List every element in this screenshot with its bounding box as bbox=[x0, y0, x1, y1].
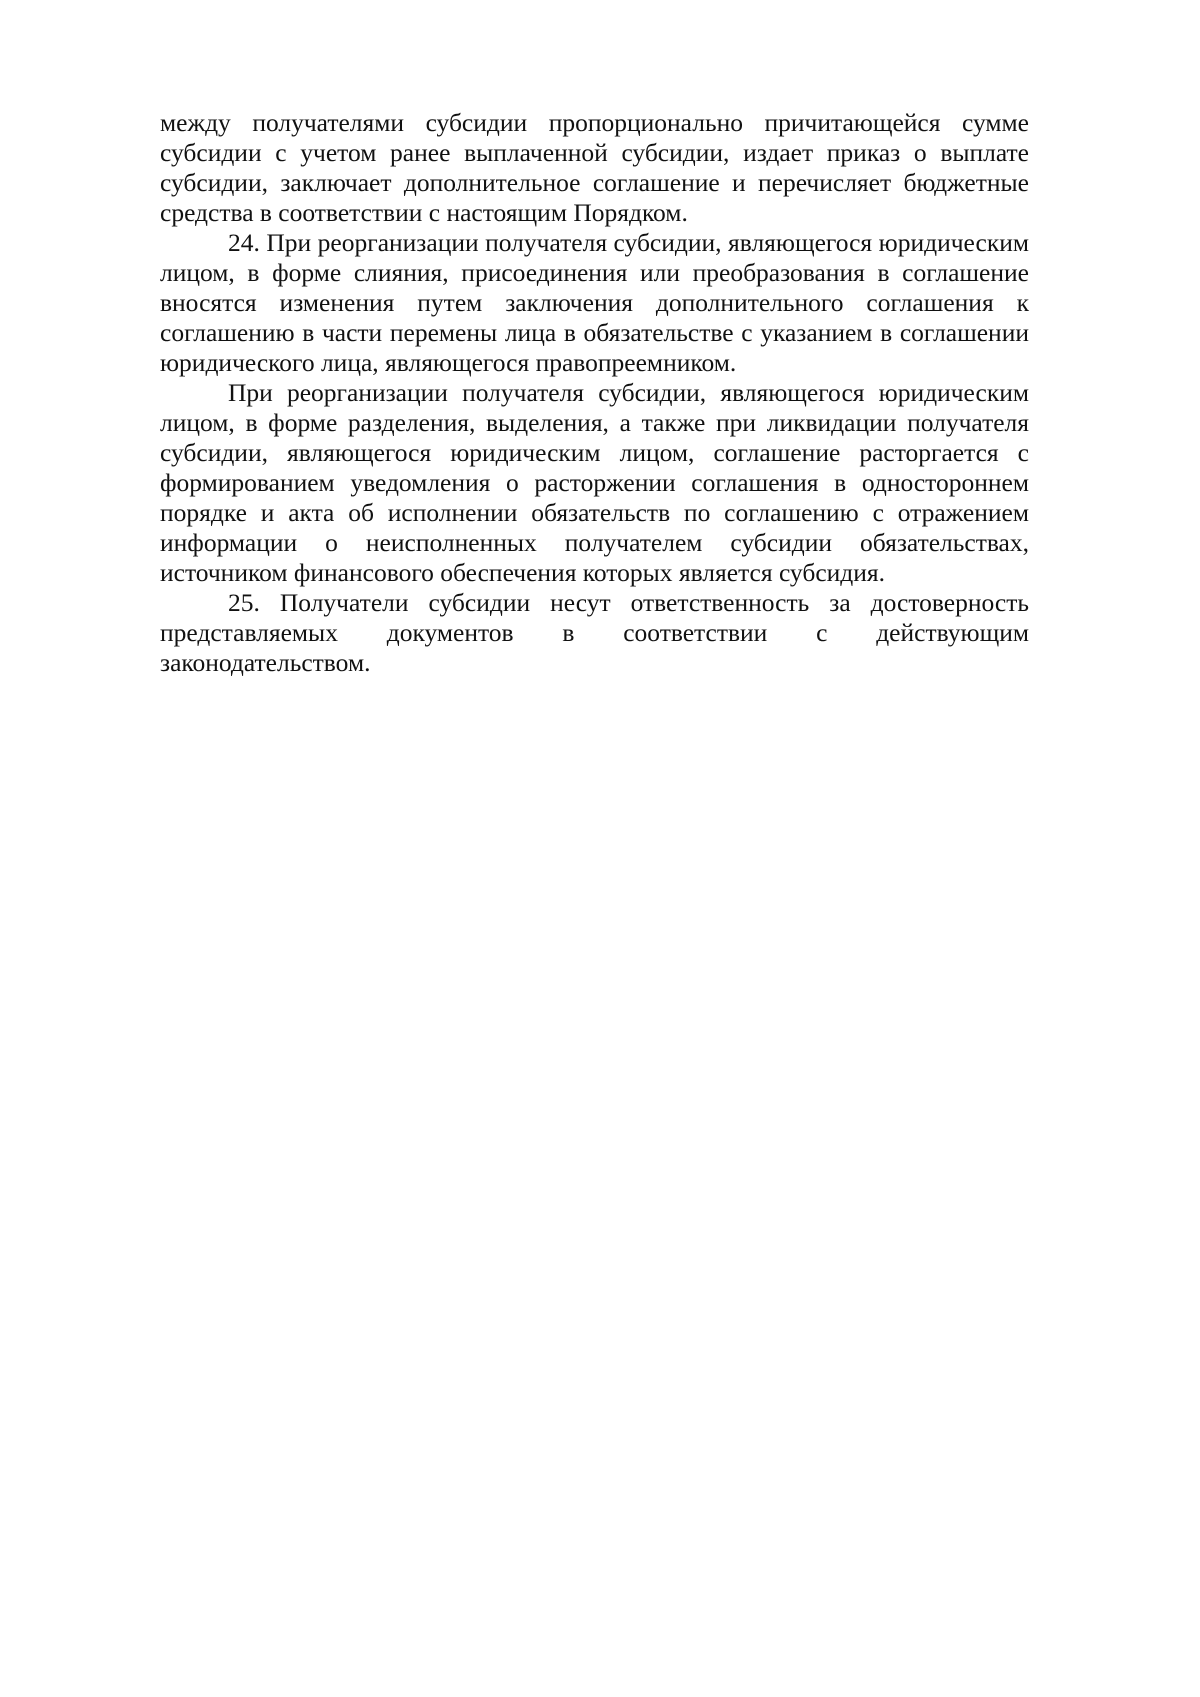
paragraph-24-reorganization-division: При реорганизации получателя субсидии, являющегося юридическим лицом, в форме разделения, выделения, а также при ликвидации получателя субсидии, являющегося юридическим лицом, соглашение расторгается с формированием уведомления о расторжении соглашения в одностороннем порядке и акта об исполнении обязательств по соглашению с отражением информации о неисполненных получателем субсидии обязательствах, источником финансового обеспечения которых является субсидия. bbox=[160, 378, 1029, 587]
paragraph-24: 24. При реорганизации получателя субсидии, являющегося юридическим лицом, в форме слияния, присоединения или преобразования в соглашение вносятся изменения путем заключения дополнительного соглашения к соглашению в части перемены лица в обязательстве с указанием в соглашении юридического лица, являющегося правопреемником. bbox=[160, 228, 1029, 377]
document-page bbox=[160, 108, 1029, 678]
paragraph-continuation: между получателями субсидии пропорционально причитающейся сумме субсидии с учетом ранее выплаченной субсидии, издает приказ о выплате субсидии, заключает дополнительное соглашение и перечисляет бюджетные средства в соответствии с настоящим Порядком. bbox=[160, 108, 1029, 227]
paragraph-25: 25. Получатели субсидии несут ответственность за достоверность представляемых документов в соответствии с действующим законодательством. bbox=[160, 588, 1029, 677]
